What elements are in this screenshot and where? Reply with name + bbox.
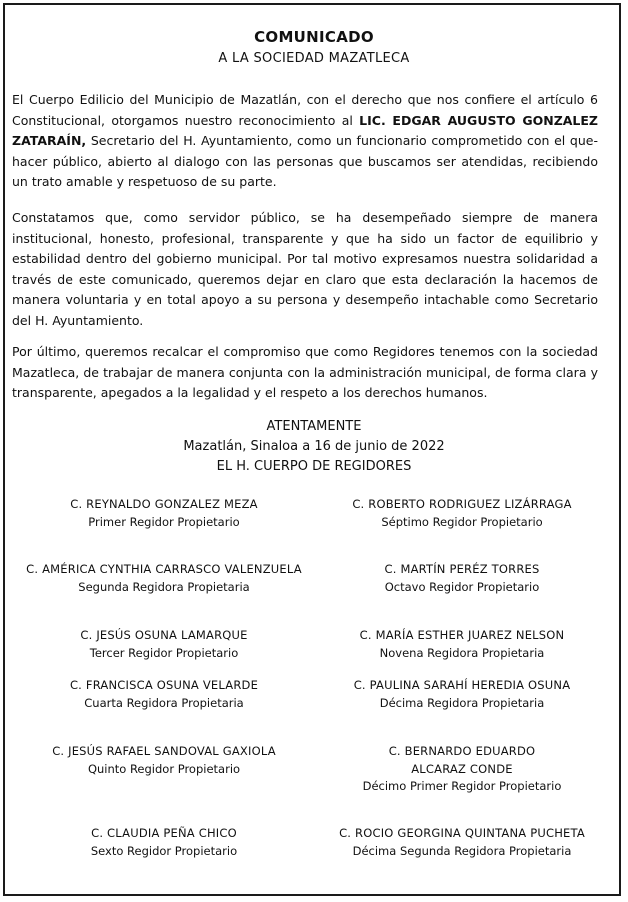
signatory (14, 677, 314, 712)
signatory (312, 743, 612, 796)
paragraph-solidarity: Constatamos que, como servidor público, se ha desempeñado siempre de manera institucional, honesto, profesional, transparente y que ha sido un factor de equilibrio y estabilidad dentro del gobierno municipal. Por tal motivo expresamos nuestra solidaridad a través de este comunicado, queremos dejar en claro que esta declaración la hacemos de manera voluntaria y en total apoyo a su persona y desempeño intachable como Secretario del H. Ayuntamiento. (12, 210, 598, 328)
signatory-role: Sexto Regidor Propietario (90, 843, 238, 858)
signatory (312, 825, 612, 860)
signatory-name: C. FRANCISCA OSUNA VELARDE (69, 678, 259, 692)
signatory-role: Décimo Primer Regidor Propietario (362, 779, 562, 793)
signatory-name: C. MARTÍN PERÉZ TORRES (384, 562, 540, 576)
signatory-name-continued: ALCARAZ CONDE (411, 761, 513, 776)
signatory-name: C. PAULINA SARAHÍ HEREDIA OSUNA (353, 678, 571, 692)
signatory-role: Cuarta Regidora Propietaria (84, 695, 244, 710)
document-subtitle: A LA SOCIEDAD MAZATLECA (218, 51, 410, 66)
signatory-name: C. MARÍA ESTHER JUAREZ NELSON (359, 628, 565, 642)
signatory-role: Novena Regidora Propietaria (379, 645, 545, 660)
signatory-name: C. REYNALDO GONZALEZ MEZA (70, 497, 258, 511)
signatory-name: C. JESÚS OSUNA LAMARQUE (80, 628, 248, 642)
closing-body-name: EL H. CUERPO DE REGIDORES (216, 459, 412, 474)
signatory-role: Tercer Regidor Propietario (89, 645, 239, 660)
signatory-role: Décima Segunda Regidora Propietaria (352, 843, 572, 858)
signatory-role: Quinto Regidor Propietario (87, 761, 241, 776)
paragraph-commitment: Por último, queremos recalcar el compromiso que como Regidores tenemos con la sociedad Mazatleca, de trabajar de manera conjunta con la administración municipal, de forma clara y transparente, apegados a la legalidad y el respeto a los derechos humanos. (12, 344, 598, 400)
signatory-role: Séptimo Regidor Propietario (381, 514, 543, 529)
signatory (312, 496, 612, 531)
document-title: COMUNICADO (254, 28, 374, 46)
signatory (14, 825, 314, 860)
signatory-role: Segunda Regidora Propietaria (78, 579, 250, 594)
signatory-name: C. ROCIO GEORGINA QUINTANA PUCHETA (339, 826, 585, 840)
signatory (14, 496, 314, 531)
signatory-role: Primer Regidor Propietario (88, 514, 240, 529)
signatory (312, 561, 612, 596)
honoree-name: LIC. EDGAR AUGUSTO GONZALEZ ZATARAÍN, (12, 112, 598, 148)
signatory (14, 561, 314, 596)
signatory (312, 627, 612, 662)
paragraph-1-text-b: Secretario del H. Ayuntamiento, como un funcionario comprometido con el que-hacer público, abierto al dialogo con las personas que buscamos ser atendidas, recibiendo un trato amable y respetuoso de su parte. (12, 133, 598, 189)
signatory (14, 627, 314, 662)
signatory-name: C. JESÚS RAFAEL SANDOVAL GAXIOLA (52, 744, 276, 758)
signatory-name: C. BERNARDO EDUARDO (388, 744, 536, 758)
signatory (14, 743, 314, 778)
closing-place-date: Mazatlán, Sinaloa a 16 de junio de 2022 (183, 439, 445, 454)
signatory-role: Octavo Regidor Propietario (384, 579, 540, 594)
signatory-name: C. AMÉRICA CYNTHIA CARRASCO VALENZUELA (26, 562, 302, 576)
closing-salutation: ATENTAMENTE (266, 419, 362, 434)
paragraph-recognition (12, 90, 598, 193)
signatory-name: C. ROBERTO RODRIGUEZ LIZÁRRAGA (352, 497, 572, 511)
signatory (312, 677, 612, 712)
paragraph-1-text-a: El Cuerpo Edilicio del Municipio de Mazatlán, con el derecho que nos confiere el artículo 6 Constitucional, otorgamos nuestro reconocimiento al (12, 92, 598, 128)
signatory-name: C. CLAUDIA PEÑA CHICO (91, 826, 237, 840)
signatory-role: Décima Regidora Propietaria (379, 695, 545, 710)
